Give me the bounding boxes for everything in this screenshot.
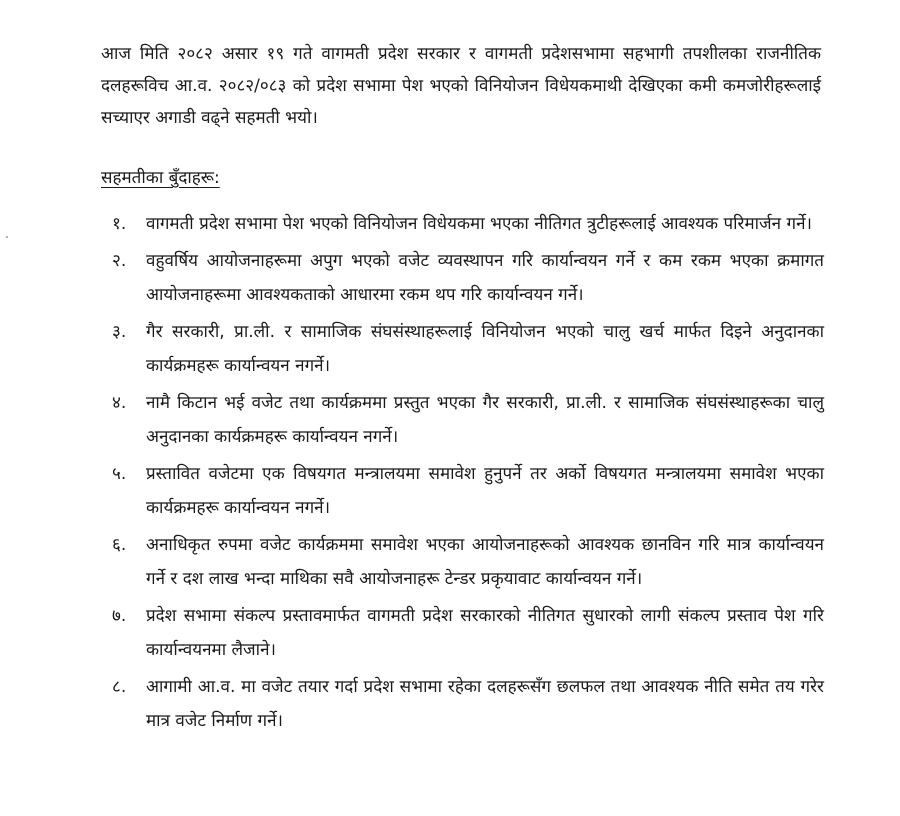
agreement-point [112,386,824,454]
point-text: आगामी आ.व. मा वजेट तयार गर्दा प्रदेश सभामा रहेका दलहरूसँग छलफल तथा आवश्यक नीति समेत तय गरेर मात्र वजेट निर्माण गर्ने। [146,677,824,731]
point-number: ५. [112,464,127,484]
point-number: ६. [112,535,127,555]
point-text: अनाधिकृत रुपमा वजेट कार्यक्रममा समावेश भएका आयोजनाहरूको आवश्यक छानविन गरि मात्र कार्यान्वयन गर्ने र दश लाख भन्दा माथिका सवै आयोजनाहरू टेन्डर प्रकृयावाट कार्यान्वयन गर्ने। [146,535,824,589]
point-text: वागमती प्रदेश सभामा पेश भएको विनियोजन विधेयकमा भएका नीतिगत त्रुटीहरूलाई आवश्यक परिमार्जन गर्ने। [146,214,812,234]
point-text: गैर सरकारी, प्रा.ली. र सामाजिक संघसंस्थाहरूलाई विनियोजन भएको चालु खर्च मार्फत दिइने अनुदानका कार्यक्रमहरू कार्यान्वयन नगर्ने। [146,322,824,376]
point-number: ८. [112,677,127,697]
point-number: ७. [112,606,127,626]
point-number: ४. [112,393,127,413]
point-number: ३. [112,322,127,342]
agreement-points-list [112,207,824,741]
point-number: २. [112,251,127,271]
agreement-point [112,670,824,738]
agreement-point [112,599,824,667]
point-text: नामै किटान भई वजेट तथा कार्यक्रममा प्रस्तुत भएका गैर सरकारी, प्रा.ली. र सामाजिक संघसंस्थाहरूका चालु अनुदानका कार्यक्रमहरू कार्यान्वयन नगर्ने। [146,393,824,447]
point-text: प्रस्तावित वजेटमा एक विषयगत मन्त्रालयमा समावेश हुनुपर्ने तर अर्को विषयगत मन्त्रालयमा समावेश भएका कार्यक्रमहरू कार्यान्वयन नगर्ने। [146,464,824,518]
agreement-point [112,315,824,383]
point-text: प्रदेश सभामा संकल्प प्रस्तावमार्फत वागमती प्रदेश सरकारको नीतिगत सुधारको लागी संकल्प प्रस्ताव पेश गरि कार्यान्वयनमा लैजाने। [146,606,824,660]
intro-paragraph: आज मिति २०८२ असार १९ गते वागमती प्रदेश सरकार र वागमती प्रदेशसभामा सहभागी तपशीलका राजनीतिक दलहरूविच आ.व. २०८२/०८३ को प्रदेश सभामा पेश भएको विनियोजन विधेयकमाथी देखिएका कमी कमजोरीहरूलाई सच्याएर अगाडी वढ्ने सहमती भयो। [101,44,821,128]
agreement-point [112,207,824,241]
agreement-point [112,244,824,312]
point-number: १. [112,214,127,234]
scan-speck [6,236,8,238]
agreement-point [112,457,824,525]
agreement-points-heading: सहमतीका बुँदाहरू: [101,168,220,188]
point-text: वहुवर्षिय आयोजनाहरूमा अपुग भएको वजेट व्यवस्थापन गरि कार्यान्वयन गर्ने र कम रकम भएका क्रमागत आयोजनाहरूमा आवश्यकताको आधारमा रकम थप गरि कार्यान्वयन गर्ने। [146,251,824,305]
agreement-point [112,528,824,596]
